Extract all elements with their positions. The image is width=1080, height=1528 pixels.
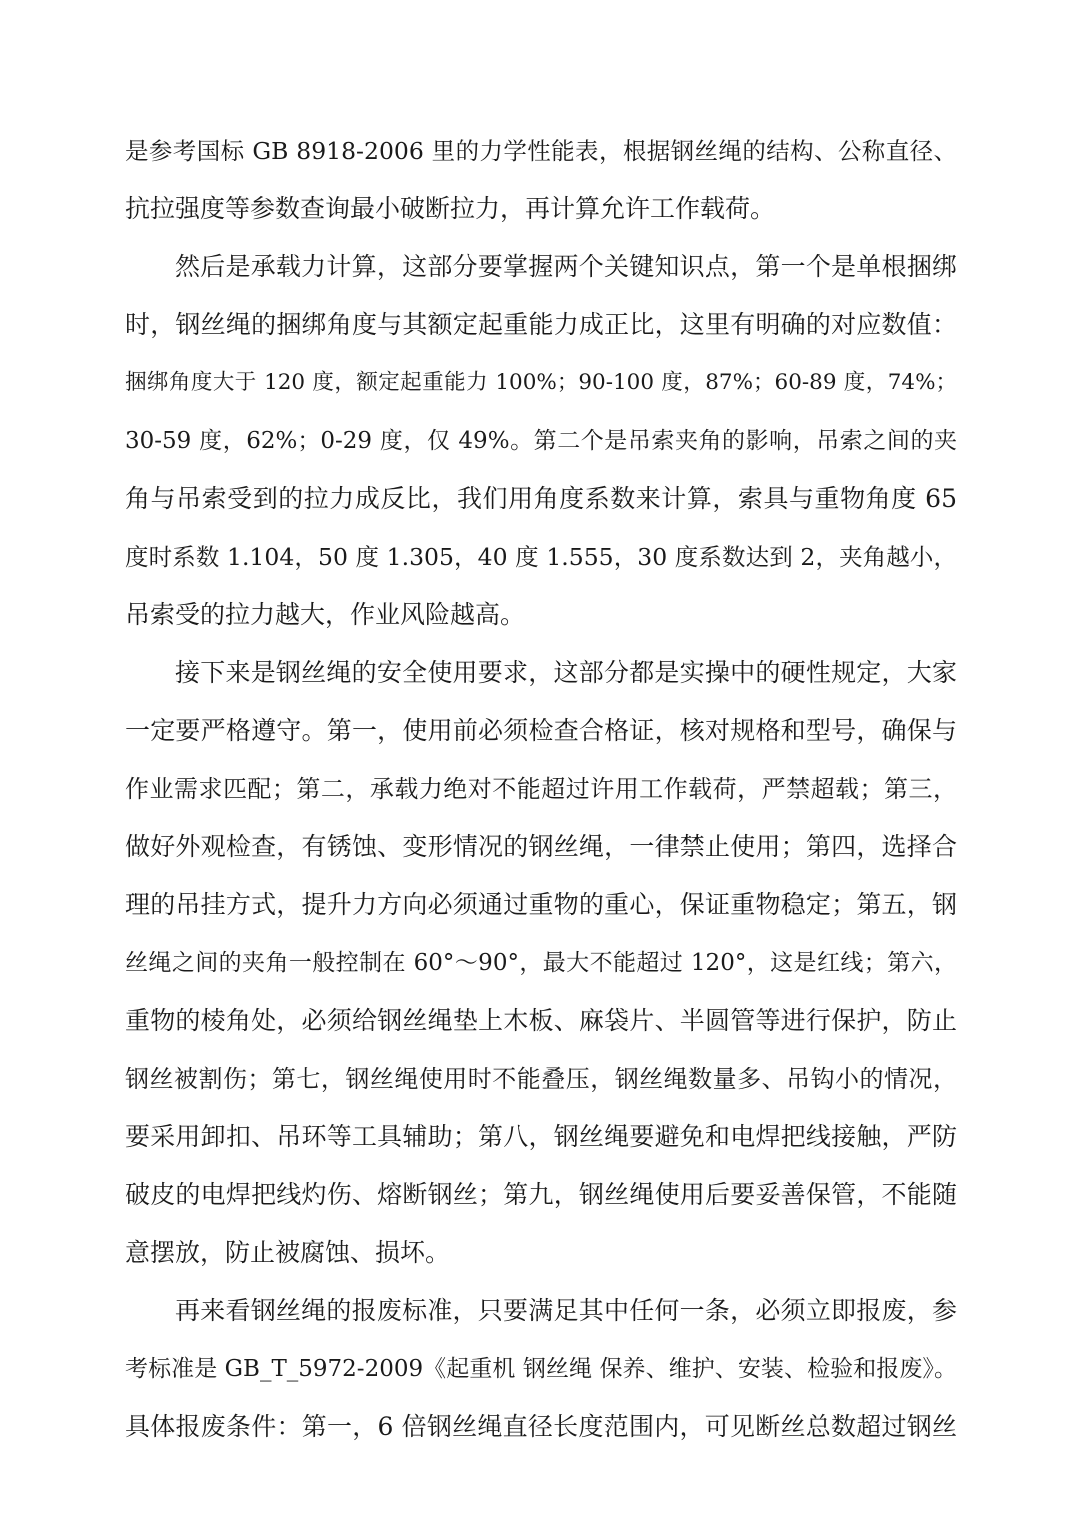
text-line: 角与吊索受到的拉力成反比，我们用角度系数来计算，索具与重物角度 65 — [125, 484, 957, 513]
text-line: 30-59 度，62%；0-29 度，仅 49%。第二个是吊索夹角的影响，吊索之间的夹 — [125, 428, 957, 454]
text-line: 具体报废条件：第一，6 倍钢丝绳直径长度范围内，可见断丝总数超过钢丝 — [125, 1412, 957, 1441]
text-line: 作业需求匹配；第二，承载力绝对不能超过许用工作载荷，严禁超载；第三， — [125, 775, 957, 803]
paragraph-first-line: 接下来是钢丝绳的安全使用要求，这部分都是实操中的硬性规定，大家 — [175, 658, 957, 687]
text-line: 吊索受的拉力越大，作业风险越高。 — [125, 600, 526, 629]
text-line: 做好外观检查，有锈蚀、变形情况的钢丝绳，一律禁止使用；第四，选择合 — [125, 832, 957, 861]
text-line: 破皮的电焊把线灼伤、熔断钢丝；第九，钢丝绳使用后要妥善保管，不能随 — [125, 1180, 957, 1209]
paragraph-first-line: 再来看钢丝绳的报废标准，只要满足其中任何一条，必须立即报废，参 — [175, 1296, 957, 1325]
text-line: 抗拉强度等参数查询最小破断拉力，再计算允许工作载荷。 — [125, 194, 776, 223]
paragraph-first-line: 然后是承载力计算，这部分要掌握两个关键知识点，第一个是单根捆绑 — [175, 252, 957, 281]
text-line: 理的吊挂方式，提升力方向必须通过重物的重心，保证重物稳定；第五，钢 — [125, 890, 957, 919]
text-line: 一定要严格遵守。第一，使用前必须检查合格证，核对规格和型号，确保与 — [125, 716, 957, 745]
text-line: 考标准是 GB_T_5972-2009《起重机 钢丝绳 保养、维护、安装、检验和报废》。 — [125, 1356, 957, 1382]
text-line: 时，钢丝绳的捆绑角度与其额定起重能力成正比，这里有明确的对应数值： — [125, 310, 957, 339]
text-line: 是参考国标 GB 8918-2006 里的力学性能表，根据钢丝绳的结构、公称直径、 — [125, 137, 957, 165]
text-line: 钢丝被割伤；第七，钢丝绳使用时不能叠压，钢丝绳数量多、吊钩小的情况， — [125, 1065, 957, 1093]
text-line: 重物的棱角处，必须给钢丝绳垫上木板、麻袋片、半圆管等进行保护，防止 — [125, 1006, 957, 1035]
text-line: 意摆放，防止被腐蚀、损坏。 — [125, 1238, 451, 1267]
text-line: 丝绳之间的夹角一般控制在 60°～90°，最大不能超过 120°，这是红线；第六， — [125, 950, 957, 976]
text-line: 度时系数 1.104，50 度 1.305，40 度 1.555，30 度系数达到 2，夹角越小， — [125, 543, 957, 571]
text-line: 要采用卸扣、吊环等工具辅助；第八，钢丝绳要避免和电焊把线接触，严防 — [125, 1122, 957, 1151]
text-line: 捆绑角度大于 120 度，额定起重能力 100%；90-100 度，87%；60-89 度，74%； — [125, 370, 957, 395]
